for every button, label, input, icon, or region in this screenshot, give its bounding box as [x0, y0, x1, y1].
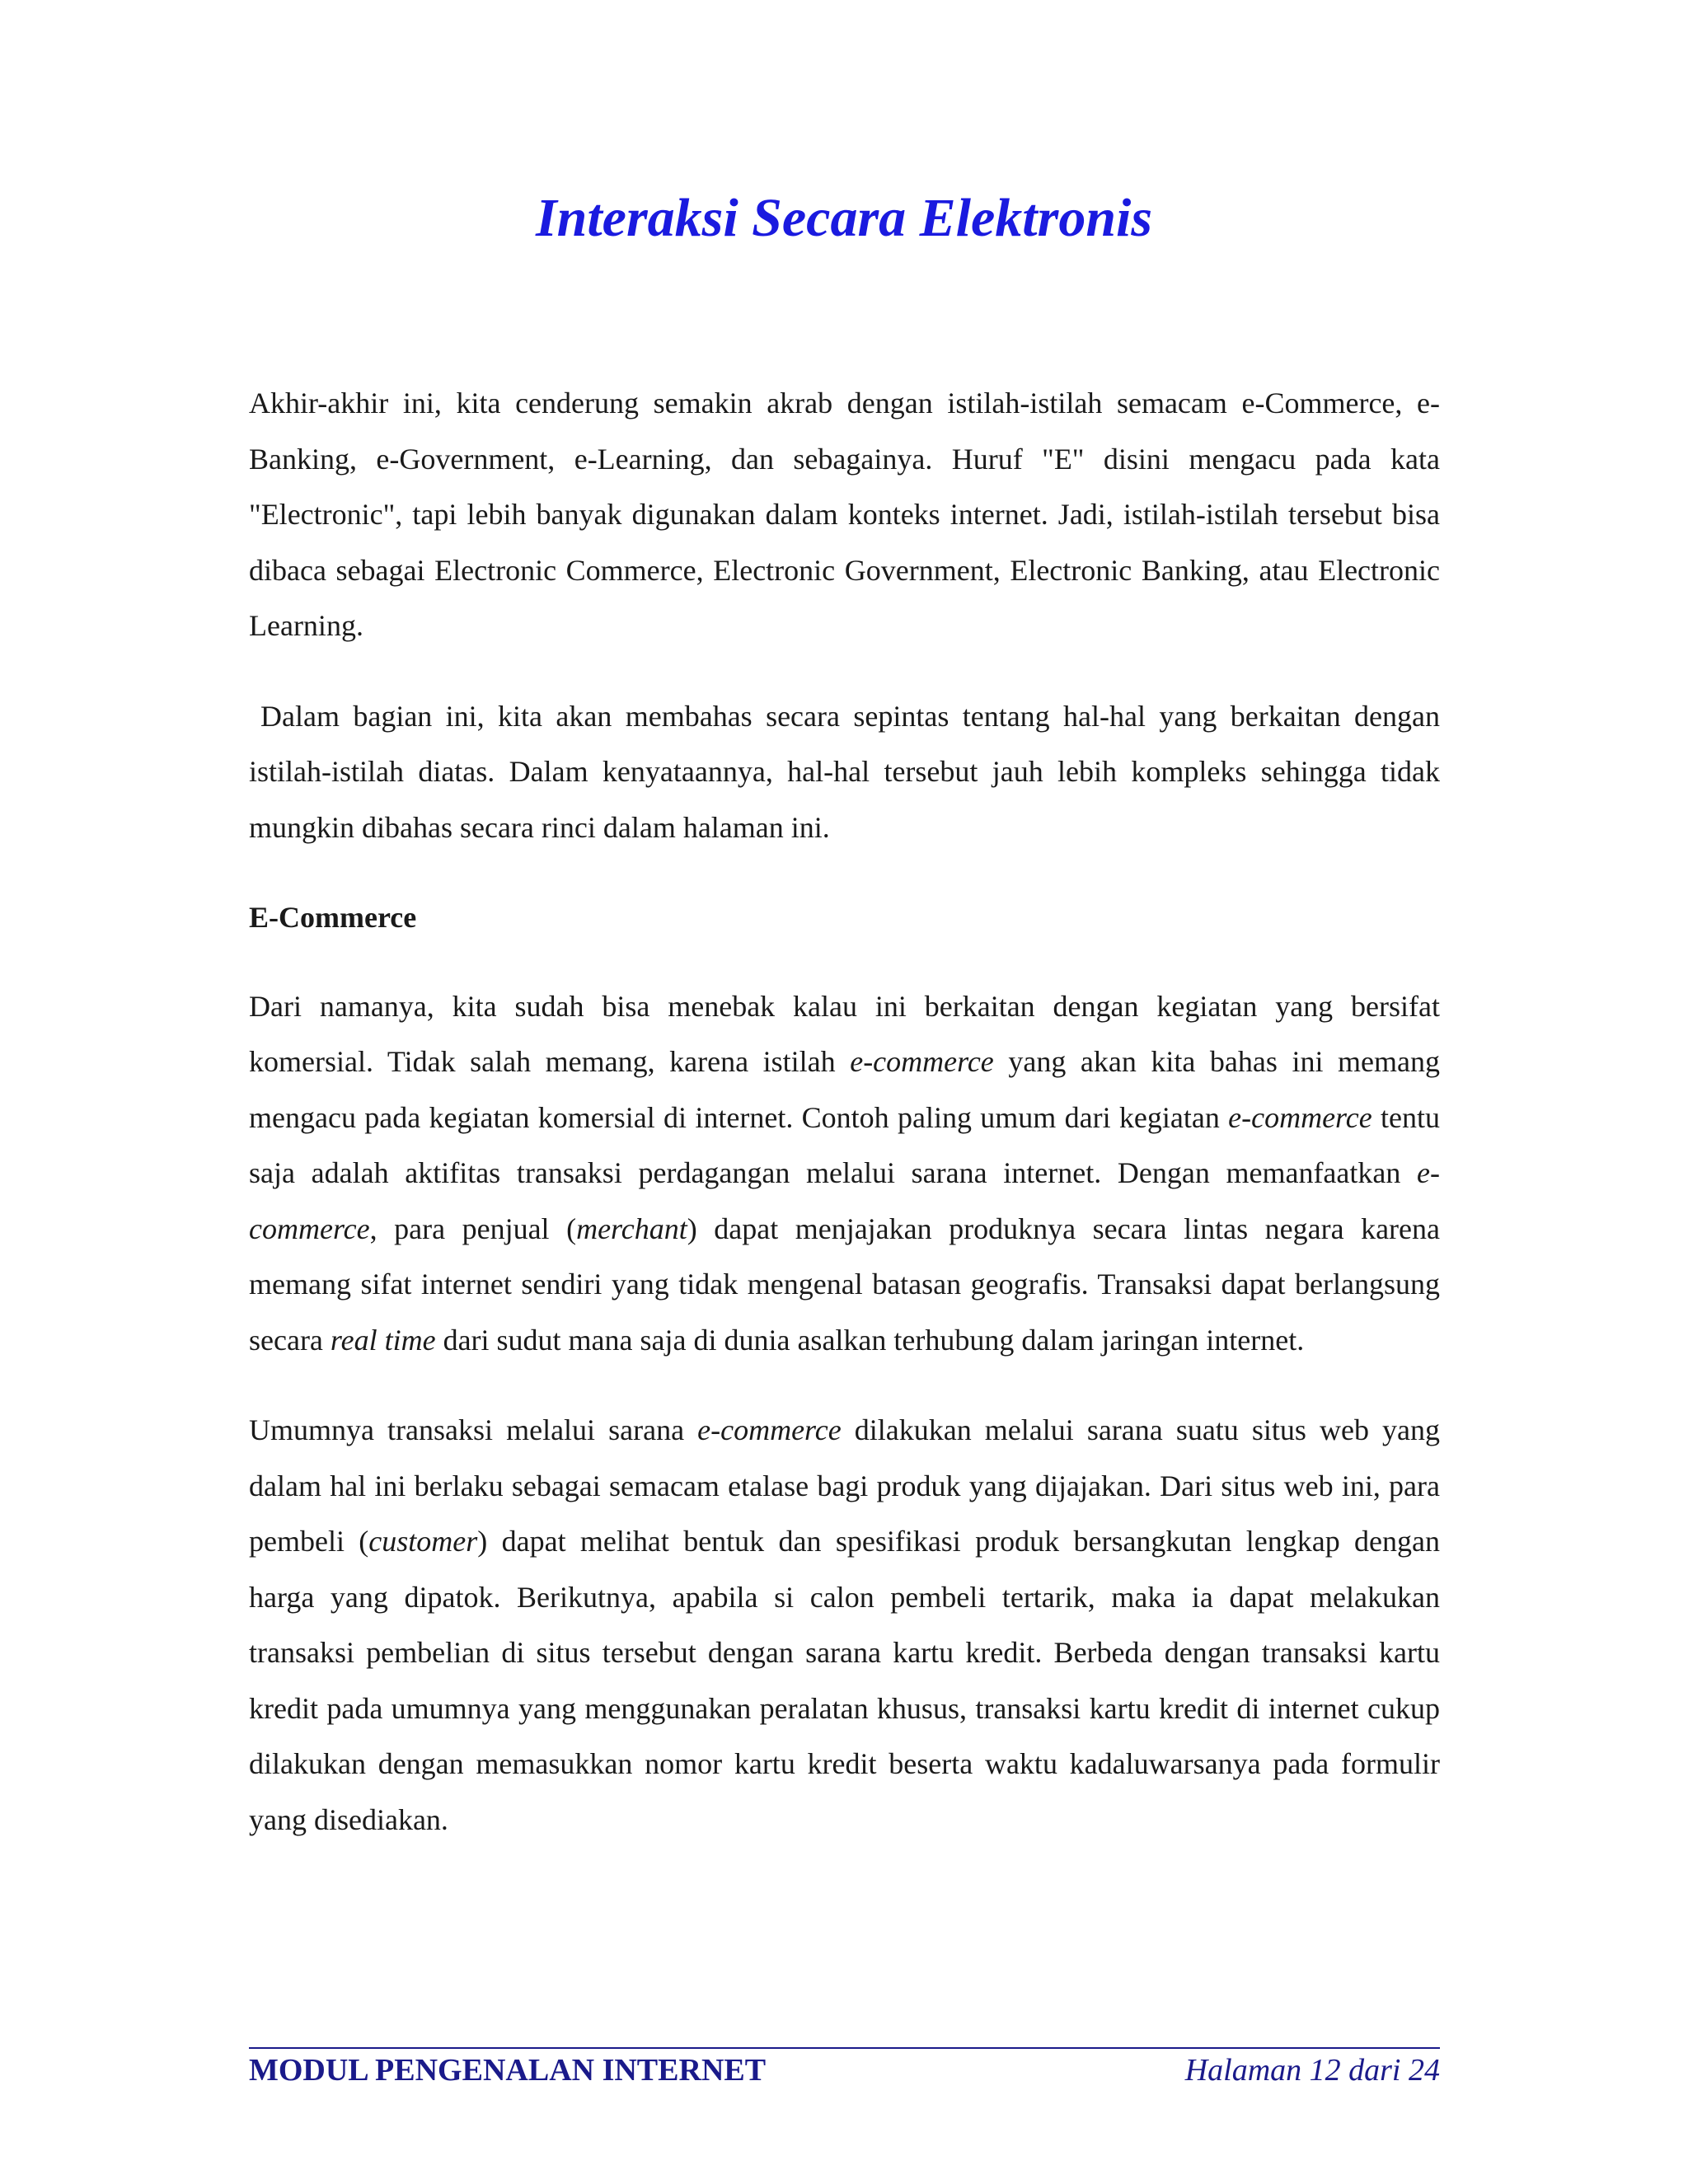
text-run: ) dapat melihat bentuk dan spesifikasi produk bersangkutan lengkap dengan harga yang dipatok. Berikutnya, apabila si calon pembeli tertarik, maka ia dapat melakukan transaksi pembelian di situs tersebut dengan sarana kartu kredit. Berbeda dengan transaksi kartu kredit pada umumnya yang menggunakan peralatan khusus, transaksi kartu kredit di internet cukup dilakukan dengan memasukkan nomor kartu kredit beserta waktu kadaluwarsanya pada formulir yang disediakan.	[249, 1525, 1440, 1836]
text-run: Umumnya transaksi melalui sarana	[249, 1413, 698, 1446]
italic-term: e-commerce	[697, 1413, 842, 1446]
footer-divider	[249, 2047, 1440, 2049]
text-run: ) dapat menjajakan produknya secara lintas negara karena memang sifat internet sendiri yang tidak mengenal batasan geografis. Transaksi dapat berlangsung secara	[249, 1212, 1440, 1357]
text-run: , para penjual (	[369, 1212, 577, 1245]
italic-term: e-commerce	[850, 1045, 994, 1078]
text-run: Dari namanya, kita sudah bisa menebak kalau ini berkaitan dengan kegiatan yang bersifat komersial. Tidak salah memang, karena istilah	[249, 989, 1440, 1078]
footer-module-title: MODUL PENGENALAN INTERNET	[249, 2053, 767, 2088]
ecommerce-paragraph-2	[249, 1403, 1440, 1848]
document-body	[249, 376, 1440, 1882]
text-run: dari sudut mana saja di dunia asalkan terhubung dalam jaringan internet.	[435, 1323, 1305, 1357]
section-heading-ecommerce: E-Commerce	[249, 901, 417, 934]
italic-term: e-commerce	[1228, 1100, 1372, 1134]
italic-term: merchant	[576, 1212, 687, 1245]
text-run: dilakukan melalui sarana suatu situs web yang dalam hal ini berlaku sebagai semacam etalase bagi produk yang dijajakan. Dari situs web ini, para pembeli (	[249, 1413, 1440, 1558]
italic-term: e-commerce	[249, 1156, 1440, 1245]
italic-term: real time	[330, 1323, 436, 1357]
text-run: yang akan kita bahas ini memang mengacu pada kegiatan komersial di internet. Contoh paling umum dari kegiatan	[249, 1045, 1440, 1134]
ecommerce-paragraph-1	[249, 979, 1440, 1369]
intro-paragraph-2: Dalam bagian ini, kita akan membahas secara sepintas tentang hal-hal yang berkaitan dengan istilah-istilah diatas. Dalam kenyataannya, hal-hal tersebut jauh lebih kompleks sehingga tidak mungkin dibahas secara rinci dalam halaman ini.	[249, 699, 1440, 844]
text-run: tentu saja adalah aktifitas transaksi perdagangan melalui sarana internet. Dengan memanfaatkan	[249, 1100, 1441, 1189]
italic-term: customer	[368, 1525, 478, 1558]
intro-paragraph-1: Akhir-akhir ini, kita cenderung semakin akrab dengan istilah-istilah semacam e-Commerce, e-Banking, e-Government, e-Learning, dan sebagainya. Huruf "E" disini mengacu pada kata "Electronic", tapi lebih banyak digunakan dalam konteks internet. Jadi, istilah-istilah tersebut bisa dibaca sebagai Electronic Commerce, Electronic Government, Electronic Banking, atau Electronic Learning.	[249, 387, 1440, 642]
page-title: Interaksi Secara Elektronis	[535, 188, 1153, 248]
footer-page-number: Halaman 12 dari 24	[1184, 2053, 1440, 2088]
